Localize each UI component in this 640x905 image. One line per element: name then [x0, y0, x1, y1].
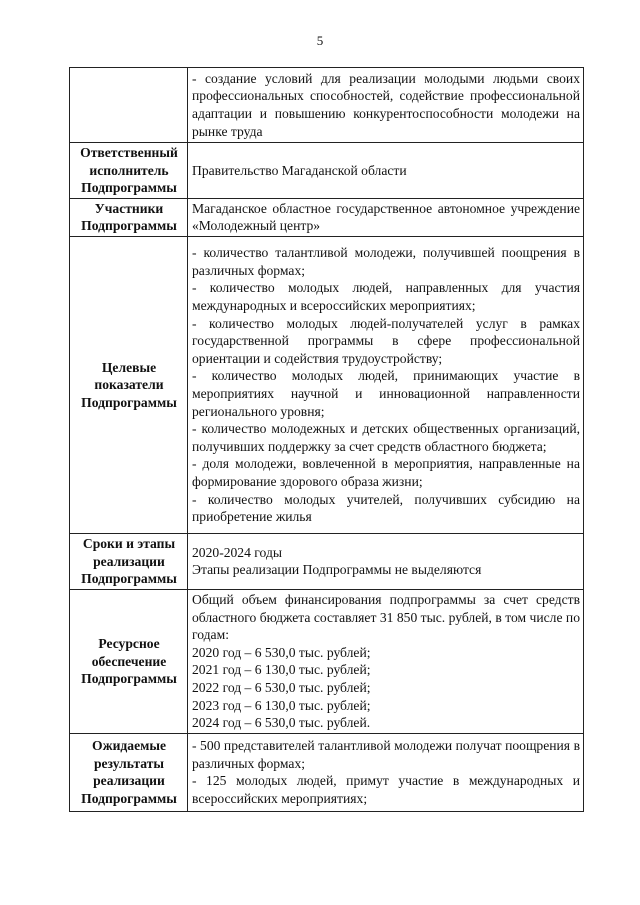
row-content: [188, 198, 584, 236]
content-line: 2021 год – 6 130,0 тыс. рублей;: [192, 662, 371, 678]
row-content: [188, 589, 584, 733]
content-line: - 125 молодых людей, примут участие в международных и всероссийских мероприятиях;: [192, 773, 580, 807]
row-label: Сроки и этапы реализации Подпрограммы: [70, 533, 188, 589]
table-row: [70, 198, 584, 236]
content-line: Общий объем финансирования подпрограммы за счет средств областного бюджета составляет 31 850 тыс. рублей, в том числе по годам:: [192, 592, 580, 643]
table-row: [70, 236, 584, 533]
row-label: Ожидаемые результаты реализации Подпрограммы: [70, 733, 188, 811]
content-line: - количество молодых людей, направленных для участия международных и всероссийских мероприятиях;: [192, 280, 580, 313]
table-row: [70, 733, 584, 811]
content-line: - количество молодых учителей, получивших субсидию на приобретение жилья: [192, 491, 580, 525]
row-content: [188, 733, 584, 811]
content-line: - 500 представителей талантливой молодежи получат поощрения в различных формах;: [192, 738, 580, 771]
table-row: [70, 68, 584, 143]
row-label: Участники Подпрограммы: [70, 198, 188, 236]
content-line: Правительство Магаданской области: [192, 162, 407, 178]
subprogram-passport-table: [69, 67, 584, 812]
content-line: - количество молодежных и детских общественных организаций, получивших поддержку за счет средств областного бюджета;: [192, 421, 580, 454]
content-line: - доля молодежи, вовлеченной в мероприятия, направленные на формирование здорового образа жизни;: [192, 456, 580, 489]
row-label: Ответственный исполнитель Подпрограммы: [70, 143, 188, 199]
row-content: [188, 68, 584, 143]
content-line: - создание условий для реализации молодыми людьми своих профессиональных способностей, содействие профессиональной адаптации и повышению конкурентоспособности молодежи на рынке труда: [192, 70, 580, 139]
table-row: [70, 143, 584, 199]
table-row: [70, 533, 584, 589]
row-content: [188, 533, 584, 589]
page-number: 5: [316, 33, 324, 48]
content-line: 2024 год – 6 530,0 тыс. рублей.: [192, 715, 371, 731]
content-line: Этапы реализации Подпрограммы не выделяются: [192, 562, 482, 578]
content-line: - количество молодых людей, принимающих участие в мероприятиях научной и инновационной направленности регионального уровня;: [192, 368, 580, 419]
row-label: Ресурсное обеспечение Подпрограммы: [70, 589, 188, 733]
content-line: 2022 год – 6 530,0 тыс. рублей;: [192, 680, 371, 696]
content-line: Магаданское областное государственное автономное учреждение «Молодежный центр»: [192, 200, 580, 234]
row-content: [188, 236, 584, 533]
row-label: [70, 68, 188, 143]
content-line: - количество талантливой молодежи, получившей поощрения в различных формах;: [192, 245, 580, 278]
table-row: [70, 589, 584, 733]
content-line: 2020 год – 6 530,0 тыс. рублей;: [192, 644, 371, 660]
content-line: - количество молодых людей-получателей услуг в рамках государственной программы в сфере профессиональной ориентации и содействия трудоустройству;: [192, 315, 580, 366]
content-line: 2020-2024 годы: [192, 544, 282, 560]
row-content: [188, 143, 584, 199]
row-label: Целевые показатели Подпрограммы: [70, 236, 188, 533]
content-line: 2023 год – 6 130,0 тыс. рублей;: [192, 697, 371, 713]
